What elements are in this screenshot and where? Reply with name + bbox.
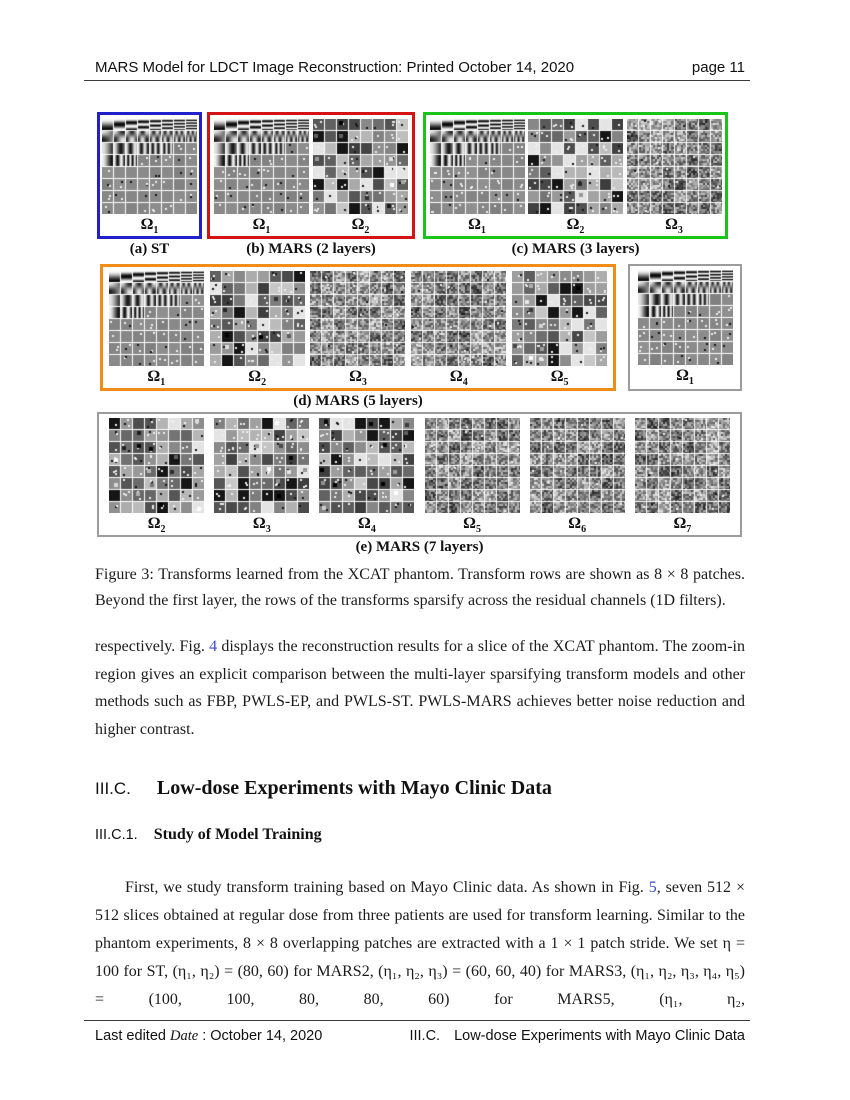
panel-caption-a: (a) ST: [129, 241, 170, 257]
transform-grid: [214, 418, 309, 540]
omega-label: $\Omega_4$: [449, 368, 468, 389]
omega-label: $\Omega_3$: [665, 216, 683, 237]
subsection-number: III.C.1.: [95, 827, 138, 843]
omega-label: $\Omega_3$: [349, 368, 367, 389]
omega-label: $\Omega_6$: [568, 515, 587, 536]
header-rule: [84, 80, 750, 81]
omega-label: $\Omega_3$: [252, 515, 271, 536]
panel-caption-e: (e) MARS (7 layers): [355, 539, 484, 555]
panel-st-box: [97, 112, 202, 239]
transform-grid: [411, 271, 506, 393]
omega-label: $\Omega_1$: [252, 216, 271, 237]
section-number: III.C.: [95, 779, 131, 798]
transform-grid-canvas: [319, 418, 414, 513]
omega-label: $\Omega_1$: [147, 368, 166, 389]
transform-grid: [430, 119, 525, 241]
section-title: Low-dose Experiments with Mayo Clinic Data: [156, 777, 552, 799]
transform-grid: [638, 270, 733, 392]
header-page-number: page 11: [691, 59, 745, 76]
body-paragraph-1: [95, 633, 745, 743]
transform-grid-canvas: [627, 119, 722, 214]
transform-grid-canvas: [430, 119, 525, 214]
panel-caption-b: (b) MARS (2 layers): [246, 241, 376, 257]
footer-rule: [84, 1020, 750, 1021]
panel-mars2-box: [207, 112, 415, 239]
panel-caption-d: (d) MARS (5 layers): [293, 393, 423, 409]
panel-mars7-box: [97, 412, 742, 537]
paragraph-text: displays the reconstruction results for a slice of the XCAT phantom. The zoom-in region gives an explicit comparison between the multi-layer sparsifying transform models and other methods such as FBP, PWLS-EP, and PWLS-ST. PWLS-MARS achieves better noise reduction and higher contrast.: [95, 638, 745, 738]
transform-grid-canvas: [310, 271, 405, 366]
transform-grid-canvas: [635, 418, 730, 513]
figure-5-link[interactable]: 5: [648, 879, 657, 896]
omega-label: $\Omega_7$: [673, 515, 692, 536]
transform-grid: [627, 119, 722, 241]
transform-grid-canvas: [425, 418, 520, 513]
transform-grid: [635, 418, 730, 540]
body-paragraph-2: [95, 874, 745, 1014]
page-header: [95, 59, 745, 76]
footer-left: [95, 1028, 322, 1045]
transform-grid-canvas: [528, 119, 623, 214]
footer-text: : October 14, 2020: [198, 1028, 323, 1044]
panel-caption-c: (c) MARS (3 layers): [511, 241, 640, 257]
omega-label: $\Omega_1$: [468, 216, 486, 237]
transform-grid: [310, 271, 405, 393]
footer-text: Last edited: [95, 1028, 170, 1044]
footer-section-number: III.C.: [409, 1028, 441, 1044]
transform-grid-canvas: [109, 418, 204, 513]
omega-label: $\Omega_2$: [566, 216, 585, 237]
transform-grid-canvas: [109, 271, 204, 366]
subsection-heading: [95, 826, 750, 844]
panel-mars3-box: [423, 112, 728, 239]
transform-grid-canvas: [214, 119, 309, 214]
transform-grid: [102, 119, 197, 241]
transform-grid-canvas: [214, 418, 309, 513]
omega-label: $\Omega_5$: [463, 515, 481, 536]
panel-mars7-omega1-box: [628, 264, 742, 391]
transform-grid: [109, 271, 204, 393]
omega-label: $\Omega_1$: [676, 367, 694, 388]
transform-grid-canvas: [313, 119, 408, 214]
transform-grid: [313, 119, 408, 241]
transform-grid-canvas: [512, 271, 607, 366]
panel-mars5-box: [100, 264, 616, 391]
footer-section-title: Low-dose Experiments with Mayo Clinic Data: [454, 1028, 745, 1044]
omega-label: $\Omega_1$: [140, 216, 159, 237]
figure-caption: Figure 3: Transforms learned from the XCAT phantom. Transform rows are shown as 8 × 8 patches. Beyond the first layer, the rows of the transforms sparsify across the residual channels (1D filters).: [95, 566, 745, 609]
section-heading: [95, 777, 750, 800]
omega-label: $\Omega_2$: [248, 368, 267, 389]
omega-label: $\Omega_5$: [550, 368, 569, 389]
subsection-title: Study of Model Training: [153, 826, 322, 843]
transform-grid-canvas: [638, 270, 733, 365]
omega-label: $\Omega_2$: [351, 216, 370, 237]
transform-grid: [530, 418, 625, 540]
omega-label: $\Omega_2$: [147, 515, 166, 536]
footer-right: [409, 1028, 745, 1044]
header-title: MARS Model for LDCT Image Reconstruction: Printed October 14, 2020: [95, 59, 575, 76]
transform-grid: [528, 119, 623, 241]
omega-label: $\Omega_4$: [358, 515, 376, 536]
transform-grid-canvas: [411, 271, 506, 366]
transform-grid: [210, 271, 305, 393]
transform-grid-canvas: [102, 119, 197, 214]
transform-grid-canvas: [210, 271, 305, 366]
transform-grid: [425, 418, 520, 540]
transform-grid: [319, 418, 414, 540]
footer-date-word: Date: [169, 1028, 199, 1044]
transform-grid: [109, 418, 204, 540]
paragraph-text: respectively. Fig.: [95, 638, 210, 655]
transform-grid: [512, 271, 607, 393]
paragraph-text: First, we study transform training based on Mayo Clinic data. As shown in Fig.: [125, 879, 649, 896]
transform-grid: [214, 119, 309, 241]
paragraph-text: , seven 512 × 512 slices obtained at regular dose from three patients are used for transform learning. Similar to the phantom experiments, 8 × 8 overlapping patches are extracted with a 1 × 1 patch stride. We set η = 100 for ST, (η₁, η₂) = (80, 60) for MARS2, (η₁, η₂, η₃) = (60, 60, 40) for MARS3, (η₁, η₂, η₃, η₄, η₅) = (100, 100, 80, 80, 60) for MARS5, (η₁, η₂,: [95, 879, 746, 1008]
transform-grid-canvas: [530, 418, 625, 513]
figure-4-link[interactable]: 4: [209, 638, 218, 655]
